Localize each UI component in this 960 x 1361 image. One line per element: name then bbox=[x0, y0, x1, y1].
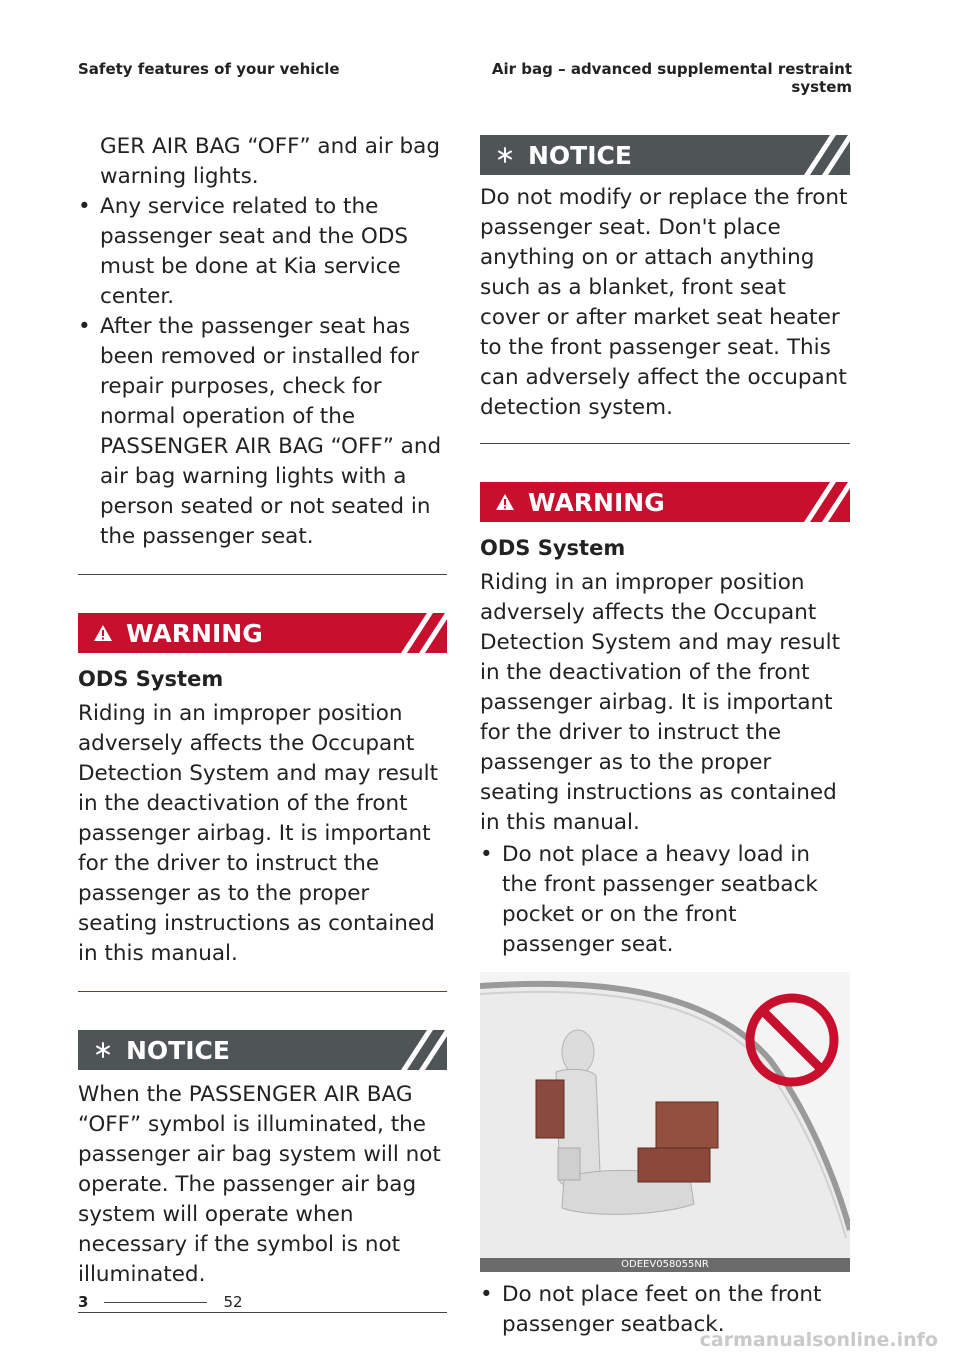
asterisk-icon bbox=[92, 1039, 114, 1061]
bullet-dot: • bbox=[480, 1282, 493, 1307]
notice-text: When the PASSENGER AIR BAG “OFF” symbol is illuminated, the passenger air bag system will not operate. The passenger air bag system will operate when necessary if the symbol is not illuminated. bbox=[78, 1082, 441, 1287]
seat-illustration bbox=[480, 972, 850, 1272]
banner-stripes bbox=[790, 482, 850, 522]
page-number: 52 bbox=[223, 1293, 243, 1311]
warning-subhead: ODS System bbox=[480, 536, 626, 560]
notice-label: NOTICE bbox=[126, 1035, 230, 1065]
asterisk-icon bbox=[494, 144, 516, 166]
figure-caption: ODEEV058055NR bbox=[480, 1258, 850, 1272]
list-item bbox=[480, 840, 850, 960]
list-item-text: Do not place feet on the front passenger seatback. bbox=[502, 1282, 822, 1337]
running-header-right: Air bag – advanced supplemental restraint system bbox=[491, 60, 852, 96]
running-header-left: Safety features of your vehicle bbox=[78, 60, 340, 78]
notice-text: Do not modify or replace the front passenger seat. Don't place anything on or attach anything such as a blanket, front seat cover or after market seat heater to the front passenger seat. This can adversely affect the occupant detection system. bbox=[480, 185, 848, 420]
right-column bbox=[480, 135, 850, 1340]
list-item bbox=[78, 192, 447, 312]
section-divider bbox=[480, 443, 850, 444]
list-item bbox=[78, 312, 447, 552]
warning-triangle-icon bbox=[494, 491, 516, 513]
warning-triangle-icon bbox=[92, 622, 114, 644]
warning-label: WARNING bbox=[126, 618, 263, 648]
warning-banner bbox=[480, 482, 850, 522]
page-footer bbox=[78, 1293, 243, 1311]
warning-label: WARNING bbox=[528, 487, 665, 517]
warning-subhead: ODS System bbox=[78, 667, 224, 691]
bullet-dot: • bbox=[78, 314, 91, 339]
bullet-dot: • bbox=[480, 842, 493, 867]
notice-label: NOTICE bbox=[528, 140, 632, 170]
banner-stripes bbox=[387, 613, 447, 653]
left-column bbox=[78, 128, 447, 1313]
section-divider bbox=[78, 1312, 447, 1313]
chapter-number: 3 bbox=[78, 1293, 89, 1311]
list-item-text: Do not place a heavy load in the front passenger seatback pocket or on the front passenger seat. bbox=[502, 842, 818, 957]
list-item-text: After the passenger seat has been removed or installed for repair purposes, check for normal operation of the PASSENGER AIR BAG “OFF” and air bag warning lights with a person seated or not seated in the passenger seat. bbox=[100, 314, 442, 549]
watermark: carmanualsonline.info bbox=[699, 1329, 938, 1351]
warning-text: Riding in an improper position adversely affects the Occupant Detection System and may result in the deactivation of the front passenger airbag. It is important for the driver to instruct the passenger as to the proper seating instructions as contained in this manual. bbox=[480, 570, 841, 835]
warning-banner bbox=[78, 613, 447, 653]
section-divider bbox=[78, 574, 447, 575]
banner-stripes bbox=[790, 135, 850, 175]
notice-banner bbox=[78, 1030, 447, 1070]
list-item-text: Any service related to the passenger seat and the ODS must be done at Kia service center. bbox=[100, 194, 409, 309]
section-divider bbox=[78, 991, 447, 992]
warning-text: Riding in an improper position adversely affects the Occupant Detection System and may result in the deactivation of the front passenger airbag. It is important for the driver to instruct the passenger as to the proper seating instructions as contained in this manual. bbox=[78, 701, 439, 966]
footer-rule bbox=[104, 1302, 207, 1303]
continued-text: GER AIR BAG “OFF” and air bag warning lights. bbox=[100, 134, 440, 189]
bullet-dot: • bbox=[78, 194, 91, 219]
banner-stripes bbox=[387, 1030, 447, 1070]
prohibition-icon bbox=[744, 992, 840, 1088]
notice-banner bbox=[480, 135, 850, 175]
